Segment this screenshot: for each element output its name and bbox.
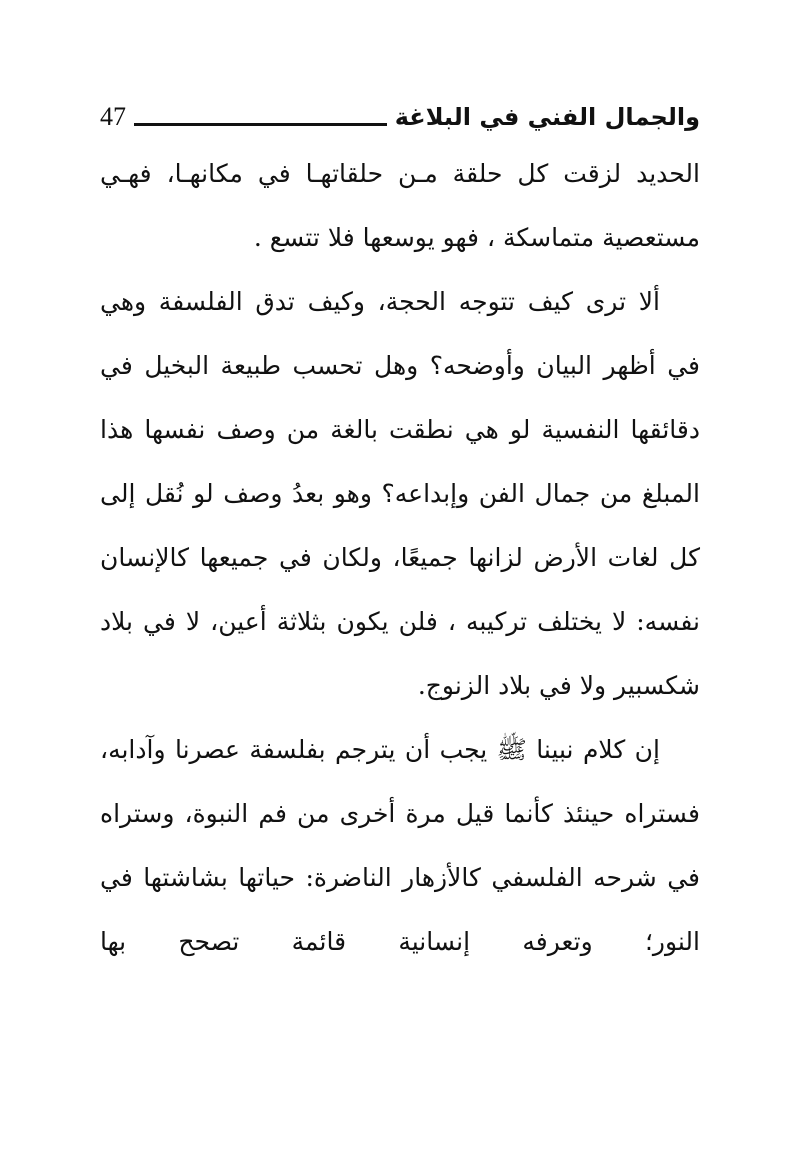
- paragraph-prophet-speech: إن كلام نبينا ﷺ يجب أن يترجم بفلسفة عصرنا وآدابه، فستراه حينئذ كأنما قيل مرة أخرى من فم النبوة، وستراه في شرحه الفلسفي كالأزهار الناضرة: حياتها بشاشتها في النور؛ وتعرفه إنسانية قائمة تصحح بها: [100, 735, 700, 956]
- header-title: والجمال الفني في البلاغة: [394, 103, 700, 131]
- paragraph-argument: ألا ترى كيف تتوجه الحجة، وكيف تدق الفلسفة وهي في أظهر البيان وأوضحه؟ وهل تحسب طبيعة البخيل في دقائقها النفسية لو هي نطقت بالغة من وصف نفسها هذا المبلغ من جمال الفن وإبداعه؟ وهو بعدُ وصف لو نُقل إلى كل لغات الأرض لزانها جميعًا، ولكان في جميعها كالإنسان نفسه: لا يختلف تركيبه ، فلن يكون بثلاثة أعين، لا في بلاد شكسبير ولا في بلاد الزنوج.: [100, 287, 700, 700]
- body-text: [100, 142, 700, 974]
- paragraph-continuation: الحديد لزقت كل حلقة مـن حلقاتهـا في مكانهـا، فهـي مستعصية متماسكة ، فهو يوسعها فلا تتسع .: [100, 159, 700, 252]
- page-number: 47: [100, 102, 126, 131]
- header-rule: [134, 123, 387, 126]
- running-header: [100, 92, 700, 132]
